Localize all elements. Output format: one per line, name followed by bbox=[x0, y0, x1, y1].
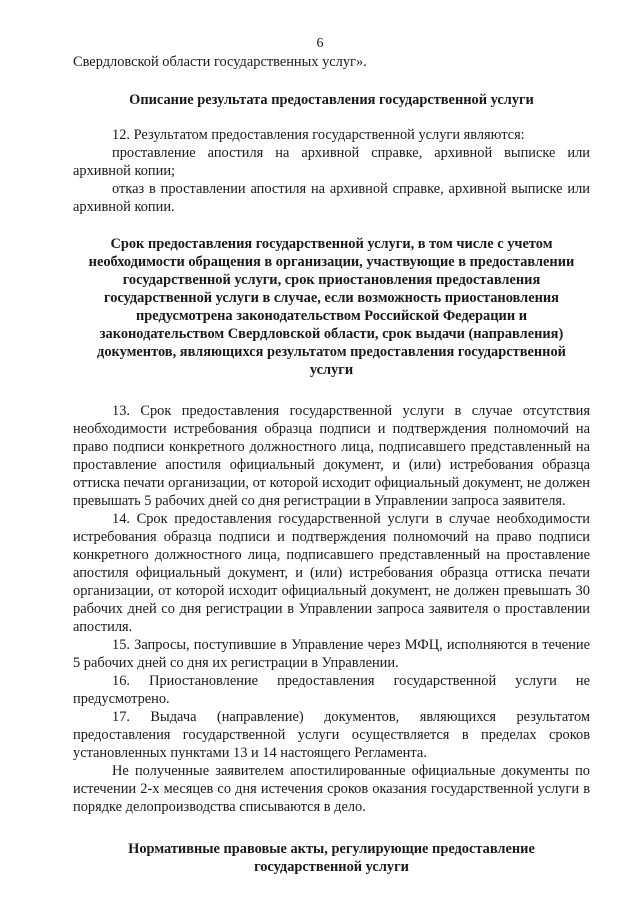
result-item-refusal: отказ в проставлении апостиля на архивной справке, архивной выписке или архивной копии. bbox=[73, 181, 590, 215]
section-heading-term: Срок предоставления государственной услуги, в том числе с учетом необходимости обращения в организации, участвующие в предоставлении государственной услуги, срок приостановления предоставления государственной услуги в случае, если возможность приостановления предусмотрена законодательством Российской Федерации и законодательством Свердловской области, срок выдачи (направления) документов, являющихся результатом предоставления государственной услуги bbox=[88, 236, 575, 378]
paragraph-17: 17. Выдача (направление) документов, являющихся результатом предоставления государственной услуги осуществляется в пределах сроков установленных пунктами 13 и 14 настоящего Регламента. bbox=[73, 709, 590, 761]
paragraph-unclaimed-documents: Не полученные заявителем апостилированные официальные документы по истечении 2-х месяцев со дня истечения сроков оказания государственной услуги в порядке делопроизводства списываются в дело. bbox=[73, 763, 590, 815]
result-item-apostille: проставление апостиля на архивной справке, архивной выписке или архивной копии; bbox=[73, 145, 590, 179]
intro-line: Свердловской области государственных услуг». bbox=[73, 54, 367, 70]
paragraph-16: 16. Приостановление предоставления государственной услуги не предусмотрено. bbox=[73, 673, 590, 707]
section-heading-result: Описание результата предоставления государственной услуги bbox=[129, 92, 534, 108]
document-body bbox=[73, 53, 590, 876]
page-number: 6 bbox=[316, 36, 324, 51]
paragraph-15: 15. Запросы, поступившие в Управление через МФЦ, исполняются в течение 5 рабочих дней со дня их регистрации в Управлении. bbox=[73, 637, 590, 671]
paragraph-12: 12. Результатом предоставления государственной услуги являются: bbox=[112, 127, 525, 143]
paragraph-13: 13. Срок предоставления государственной услуги в случае отсутствия необходимости истребования образца подписи и подтверждения полномочий на право подписи конкретного должностного лица, подписавшего представленный на проставление апостиля официальный документ, и (или) истребования образца оттиска печати организации, от которой исходит официальный документ, не должен превышать 5 рабочих дней со дня регистрации в Управлении запроса заявителя. bbox=[73, 403, 590, 509]
section-heading-legal-acts: Нормативные правовые акты, регулирующие предоставление государственной услуги bbox=[128, 841, 535, 875]
paragraph-14: 14. Срок предоставления государственной услуги в случае необходимости истребования образца подписи и подтверждения полномочий на право подписи конкретного должностного лица, подписавшего представленный на проставление апостиля официальный документ, и (или) истребования образца оттиска печати организации, от которой исходит официальный документ, не должен превышать 30 рабочих дней со дня регистрации в Управлении запроса заявителя о проставлении апостиля. bbox=[73, 511, 590, 635]
